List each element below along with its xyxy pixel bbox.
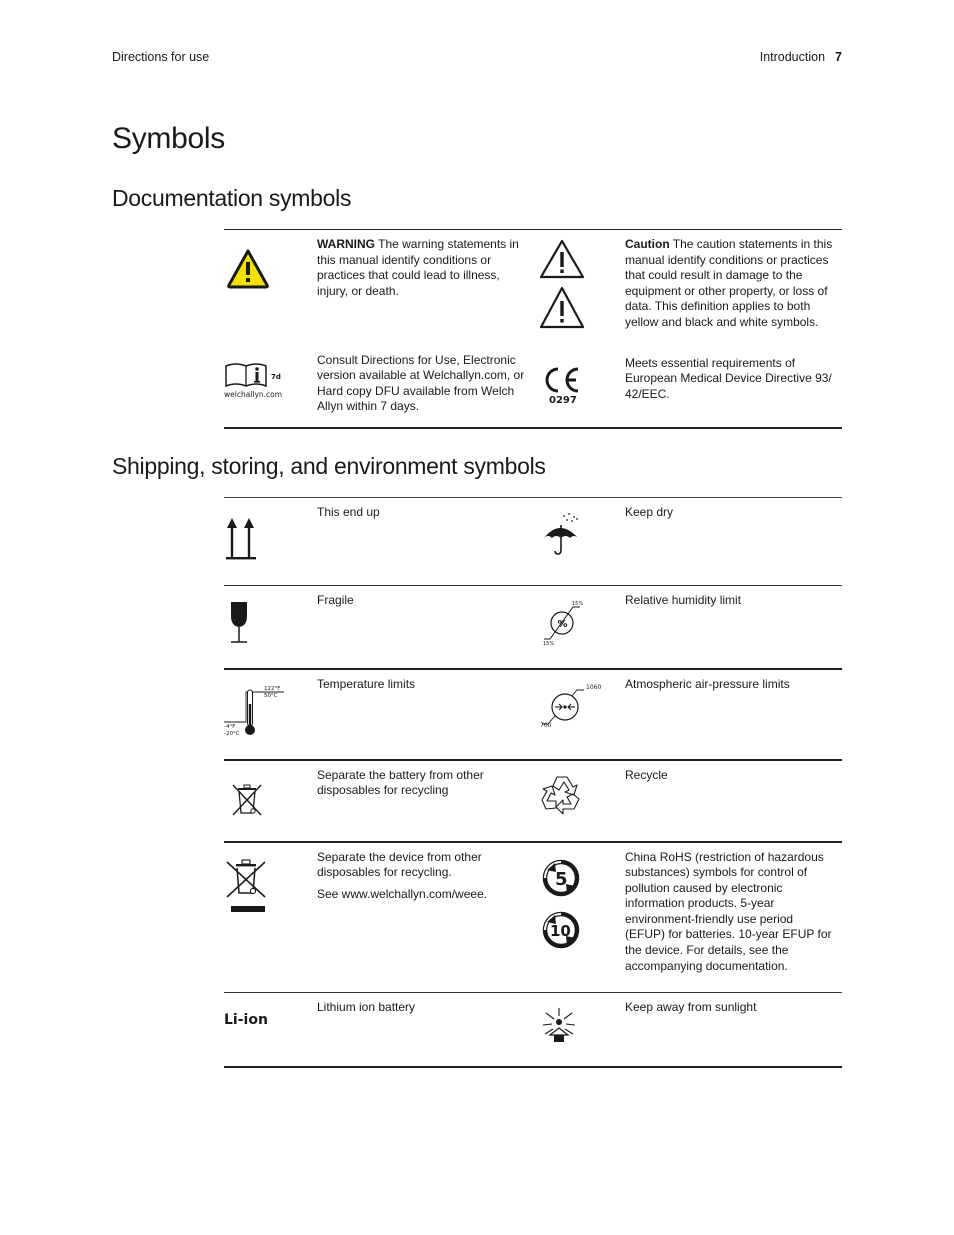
warning-description: The warning statements in this manual identify conditions or practices that could lead to illness, injury, or death. — [317, 237, 519, 298]
this-end-up-icon — [224, 516, 260, 562]
table-row — [224, 760, 842, 842]
keep-dry-icon — [542, 512, 584, 558]
pressure-limits-icon — [540, 682, 612, 732]
humidity-lower-label: 15% — [543, 641, 555, 647]
description-cell — [625, 760, 842, 842]
symbol-cell — [532, 760, 625, 842]
shipping-symbols-table — [224, 497, 842, 1068]
description-cell — [317, 842, 532, 993]
dfu-days-label: 7d — [271, 372, 281, 381]
description-cell — [317, 346, 532, 428]
temp-upper-f-label: 122°F — [264, 685, 281, 692]
temperature-description: Temperature limits — [317, 676, 416, 691]
china-rohs-icons — [542, 859, 584, 951]
symbol-cell — [532, 586, 625, 669]
svg-text:%: % — [557, 619, 568, 630]
page-number: 7 — [835, 50, 842, 64]
description-cell — [625, 586, 842, 669]
symbol-cell — [532, 230, 625, 346]
page-title: Symbols — [112, 122, 225, 155]
description-cell — [317, 993, 532, 1067]
humidity-description: Relative humidity limit — [625, 593, 742, 607]
table-row — [224, 230, 842, 346]
symbol-cell — [532, 669, 625, 760]
symbol-cell — [224, 760, 317, 842]
battery-recycle-description: Separate the battery from other disposables for recycling — [317, 767, 484, 798]
battery-weee-icon — [230, 781, 266, 819]
symbol-cell — [224, 346, 317, 428]
li-ion-label: Li-ion — [224, 1012, 268, 1028]
caution-lead: Caution — [625, 237, 670, 251]
temp-lower-c-label: -20°C — [224, 730, 240, 737]
pressure-description: Atmospheric air-pressure limits — [625, 676, 790, 691]
description-cell — [625, 993, 842, 1067]
pressure-lower-label: 700 — [540, 721, 552, 729]
section-heading-documentation: Documentation symbols — [112, 185, 352, 211]
temperature-limits-icon — [224, 684, 284, 740]
warning-lead: WARNING — [317, 237, 375, 251]
weee-url: See www.welchallyn.com/weee. — [317, 886, 488, 901]
rohs-5-label: 5 — [555, 868, 568, 890]
ce-notified-body-number: 0297 — [549, 394, 577, 405]
symbol-cell — [224, 842, 317, 993]
symbol-cell — [224, 669, 317, 760]
description-cell — [625, 346, 842, 428]
keep-dry-description: Keep dry — [625, 505, 674, 519]
warning-yellow-triangle-icon — [226, 248, 270, 290]
table-row — [224, 993, 842, 1067]
description-cell — [317, 760, 532, 842]
dfu-site-label: welchallyn.com — [224, 389, 283, 399]
this-end-up-description: This end up — [317, 505, 380, 519]
device-recycle-description: Separate the device from other disposables for recycling. — [317, 849, 482, 880]
humidity-upper-label: 15% — [572, 601, 584, 607]
symbol-cell — [532, 346, 625, 428]
rohs-10-year-icon — [545, 914, 577, 946]
table-row — [224, 842, 842, 993]
symbol-cell — [224, 230, 317, 346]
rohs-5-year-icon — [545, 862, 577, 894]
china-rohs-description: China RoHS (restriction of hazardous substances) symbols for control of pollution caused by electronic information products. 5-year environment-friendly use period (EFUP) for batteries. 10-year EFUP for the device. For details, see the accompanying documentation. — [625, 849, 832, 973]
consult-dfu-description: Consult Directions for Use, Electronic version available at Welchallyn.com, or Hard copy DFU available from Welch Allyn within 7 days. — [317, 352, 525, 414]
running-header-section: Introduction — [759, 50, 826, 64]
section-heading-shipping: Shipping, storing, and environment symbols — [112, 453, 546, 479]
table-row — [224, 498, 842, 586]
running-header-right — [760, 50, 842, 64]
description-cell — [317, 498, 532, 586]
fragile-description: Fragile — [317, 593, 354, 607]
symbol-cell — [224, 993, 317, 1067]
pressure-upper-label: 1060 — [586, 683, 602, 691]
table-row — [224, 346, 842, 428]
description-cell — [317, 586, 532, 669]
rohs-10-label: 10 — [550, 921, 571, 940]
recycle-description: Recycle — [625, 767, 668, 782]
description-cell — [317, 669, 532, 760]
temp-lower-f-label: -4°F — [224, 723, 236, 730]
ce-mark-icon — [542, 363, 586, 405]
symbol-cell — [224, 498, 317, 586]
symbol-cell — [224, 586, 317, 669]
running-header-left: Directions for use — [112, 50, 210, 64]
consult-dfu-icon — [224, 360, 286, 402]
description-cell — [625, 498, 842, 586]
caution-black-triangle-icons — [540, 239, 586, 331]
table-row — [224, 669, 842, 760]
humidity-limit-icon — [542, 599, 588, 647]
temp-upper-c-label: 50°C — [264, 692, 278, 699]
documentation-symbols-table — [224, 229, 842, 429]
description-cell — [625, 230, 842, 346]
device-weee-icon — [224, 859, 270, 915]
keep-away-sunlight-icon — [542, 1007, 580, 1045]
description-cell — [317, 230, 532, 346]
caution-description: The caution statements in this manual identify conditions or practices that could result in damage to the equipment or other property, or loss of data. This definition applies to both yellow and black and white symbols. — [625, 237, 833, 329]
sunlight-description: Keep away from sunlight — [625, 1000, 757, 1014]
symbol-cell — [532, 842, 625, 993]
fragile-icon — [226, 600, 256, 646]
ce-description: Meets essential requirements of European Medical Device Directive 93/ 42/EEC. — [625, 355, 832, 401]
table-row — [224, 586, 842, 669]
symbol-cell — [532, 498, 625, 586]
symbol-cell — [532, 993, 625, 1067]
li-ion-description: Lithium ion battery — [317, 1000, 416, 1014]
recycle-icon — [540, 773, 586, 817]
description-cell — [625, 669, 842, 760]
description-cell — [625, 842, 842, 993]
